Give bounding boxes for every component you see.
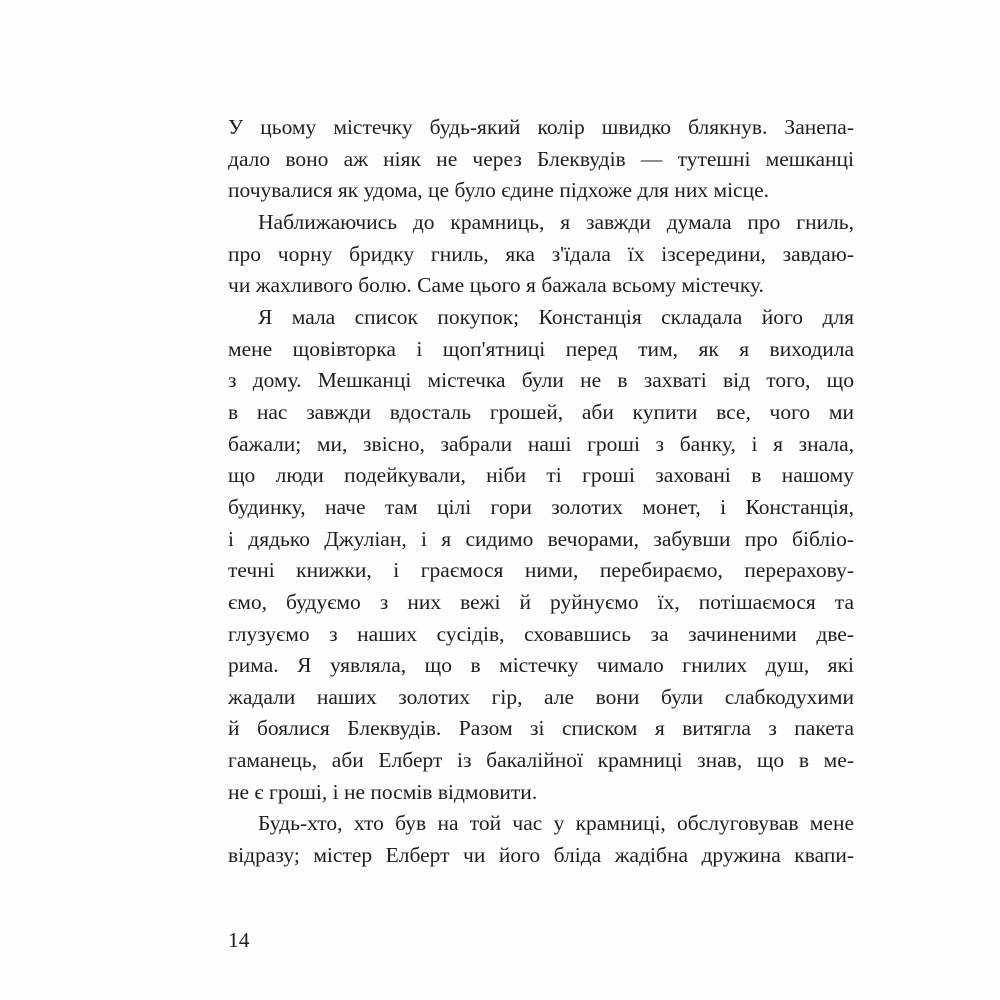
- text-line: ємо, будуємо з них вежі й руйнуємо їх, потішаємося та: [228, 589, 854, 614]
- text-line: про чорну бридку гниль, яка з'їдала їх ізсередини, завдаю-: [228, 241, 854, 266]
- text-line: відразу; містер Елберт чи його бліда жадібна дружина квапи-: [228, 843, 854, 868]
- text-line: У цьому містечку будь-який колір швидко блякнув. Занепа-: [228, 115, 854, 139]
- body-text: [228, 112, 854, 872]
- text-line: чи жахливого болю. Саме цього я бажала всьому містечку.: [228, 273, 764, 298]
- text-line: не є гроші, і не посмів відмовити.: [228, 779, 538, 804]
- text-line: що люди подейкували, ніби ті гроші заховані в нашому: [228, 463, 854, 488]
- text-line: Наближаючись до крамниць, я завжди думала про гниль,: [258, 209, 854, 234]
- text-line: мене щовівторка і щоп'ятниці перед тим, як я виходила: [228, 336, 854, 361]
- page-number: 14: [228, 928, 250, 952]
- text-line: дало воно аж ніяк не через Блеквудів — тутешні мешканці: [228, 146, 854, 171]
- text-line: з дому. Мешканці містечка були не в захваті від того, що: [228, 368, 854, 393]
- text-line: бажали; ми, звісно, забрали наші гроші з банку, і я знала,: [228, 431, 854, 456]
- text-line: глузуємо з наших сусідів, сховавшись за зачиненими две-: [228, 621, 854, 646]
- text-line: почувалися як удома, це було єдине підхоже для них місце.: [228, 178, 770, 203]
- text-line: і дядько Джуліан, і я сидимо вечорами, забувши про бібліо-: [228, 526, 854, 551]
- text-line: Я мала список покупок; Констанція складала його для: [258, 304, 854, 329]
- text-line: течні книжки, і граємося ними, перебираємо, перерахову-: [228, 558, 854, 583]
- text-line: гаманець, аби Елберт із бакалійної крамниці знав, що в ме-: [228, 748, 854, 773]
- text-line: й боялися Блеквудів. Разом зі списком я витягла з пакета: [228, 716, 854, 741]
- text-line: будинку, наче там цілі гори золотих монет, і Констанція,: [228, 494, 854, 519]
- text-line: в нас завжди вдосталь грошей, аби купити все, чого ми: [228, 399, 854, 424]
- text-line: Будь-хто, хто був на той час у крамниці, обслуговував мене: [258, 811, 854, 836]
- text-line: рима. Я уявляла, що в містечку чимало гнилих душ, які: [228, 653, 854, 678]
- text-line: жадали наших золотих гір, але вони були слабкодухими: [228, 684, 854, 709]
